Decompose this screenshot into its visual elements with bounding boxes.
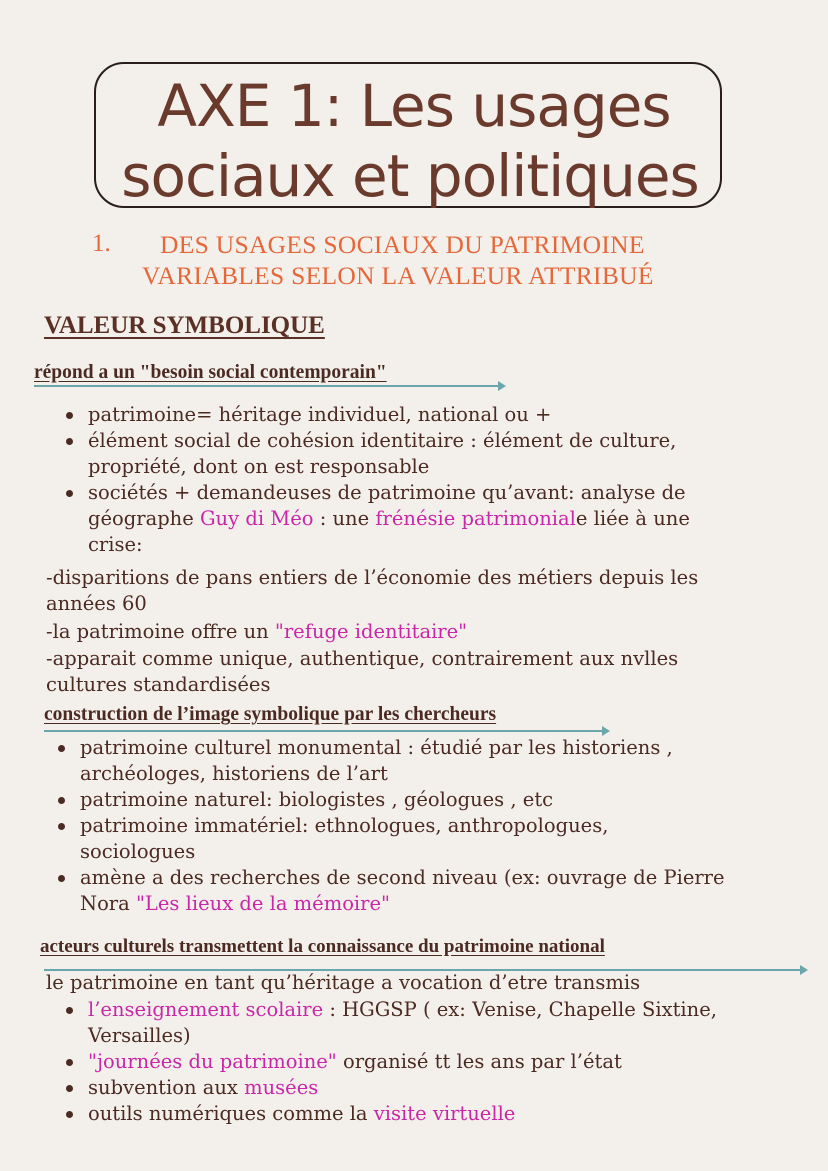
bullet-list-chercheurs [54,735,725,917]
list-item: "journées du patrimoine" organisé tt les ans par l’état [62,1049,717,1075]
list-item: patrimoine naturel: biologistes , géologues , etc [54,787,725,813]
heading-valeur-symbolique: VALEUR SYMBOLIQUE [44,312,325,339]
subheading-acteurs-culturels: acteurs culturels transmettent la connaissance du patrimoine national [40,936,605,957]
subheading-chercheurs: construction de l’image symbolique par les chercheurs [44,704,497,725]
intro-line: le patrimoine en tant qu’héritage a vocation d’etre transmis [46,971,641,994]
list-item: amène a des recherches de second niveau (ex: ouvrage de Pierre Nora "Les lieux de la mémoire" [54,865,725,917]
list-item: outils numériques comme la visite virtuelle [62,1101,717,1127]
highlight-journees: "journées du patrimoine" [88,1050,337,1073]
list-item: élément social de cohésion identitaire : élément de culture, propriété, dont on est responsable [62,428,690,480]
bullet-list-besoin [62,402,690,558]
section-title-line-1: DES USAGES SOCIAUX DU PATRIMOINE [160,230,645,259]
dash-line-3: -apparait comme unique, authentique, contrairement aux nvlles cultures standardisées [46,647,679,696]
page-title-line-2: sociaux et politiques [121,142,699,210]
list-item: sociétés + demandeuses de patrimoine qu’avant: analyse de géographe Guy di Méo : une frénésie patrimoniale liée à une crise: [62,480,690,558]
bullet-list-acteurs [62,997,717,1127]
dash-line-1: -disparitions de pans entiers de l’économie des métiers depuis les années 60 [46,566,699,615]
list-item: patrimoine culturel monumental : étudié par les historiens , archéologes, historiens de l’art [54,735,725,787]
section-number: 1. [92,230,111,257]
dash-line-2: -la patrimoine offre un "refuge identitaire" [46,620,468,643]
section-title-line-2: VARIABLES SELON LA VALEUR ATTRIBUÉ [142,261,654,290]
highlight-lieux-memoire: "Les lieux de la mémoire" [135,892,390,915]
arrow-underline [34,381,506,391]
subheading-besoin-social: répond a un "besoin social contemporain" [34,362,387,383]
highlight-enseignement: l’enseignement scolaire [88,998,324,1021]
highlight-guy-di-meo: Guy di Méo [199,507,314,530]
highlight-visite-virtuelle: visite virtuelle [373,1102,516,1125]
highlight-refuge: "refuge identitaire" [274,620,468,643]
list-item: patrimoine immatériel: ethnologues, anthropologues, sociologues [54,813,725,865]
list-item: l’enseignement scolaire : HGGSP ( ex: Venise, Chapelle Sixtine, Versailles) [62,997,717,1049]
list-item: subvention aux musées [62,1075,717,1101]
list-item: patrimoine= héritage individuel, national ou + [62,402,690,428]
page-title-line-1: AXE 1: Les usages [157,72,671,140]
highlight-frenesie: frénésie patrimonial [375,507,576,530]
highlight-musees: musées [244,1076,319,1099]
